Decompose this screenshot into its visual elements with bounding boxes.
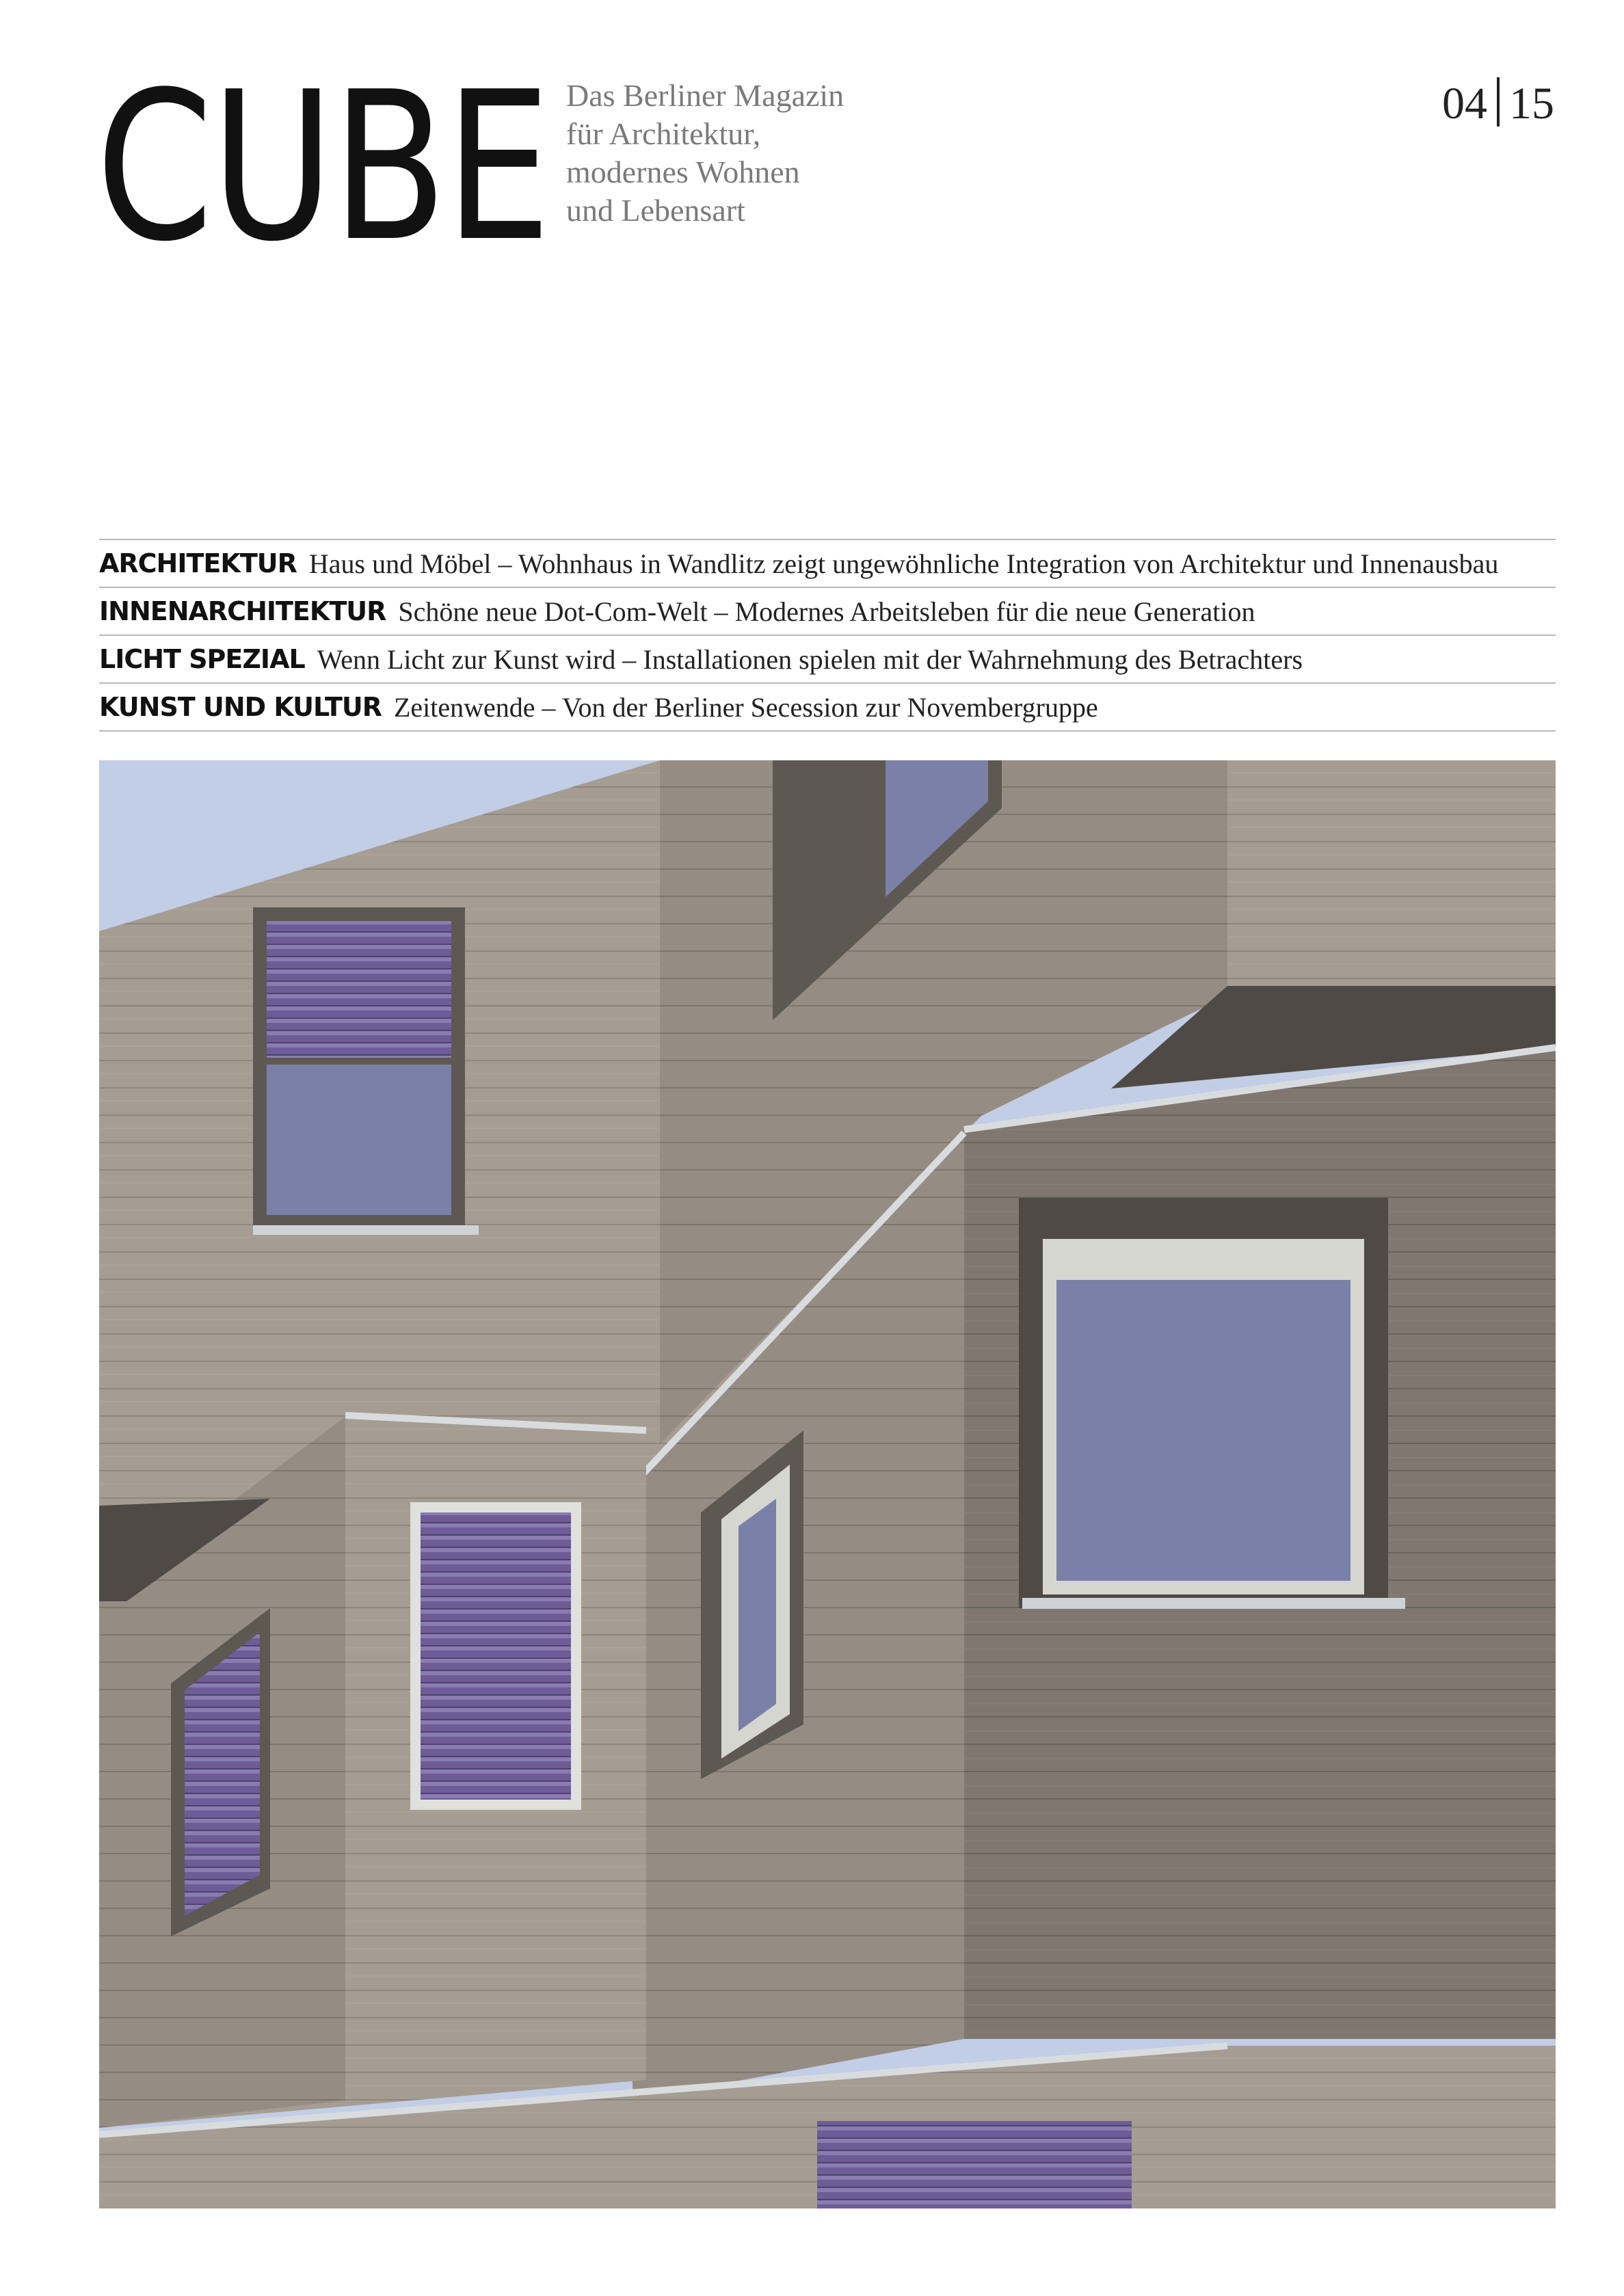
masthead-tagline — [566, 77, 844, 230]
contents-category: LICHT SPEZIAL — [99, 644, 305, 674]
issue-label — [1442, 77, 1554, 131]
window-lower-middle — [410, 1502, 581, 1810]
bottom-window-blind — [817, 2121, 1132, 2208]
contents-row-architektur — [99, 540, 1556, 588]
contents-category: INNENARCHITEKTUR — [99, 596, 386, 626]
tagline-line-1: Das Berliner Magazin — [566, 78, 844, 113]
contents-description: Wenn Licht zur Kunst wird – Installationen spielen mit der Wahrnehmung des Betrachters — [317, 643, 1303, 675]
building-facade-illustration — [99, 760, 1556, 2208]
tagline-line-4: und Lebensart — [566, 193, 745, 228]
contents-row-innenarchitektur — [99, 588, 1556, 636]
tagline-line-3: modernes Wohnen — [566, 155, 800, 189]
contents-description: Haus und Möbel – Wohnhaus in Wandlitz zeigt ungewöhnliche Integration von Architektur und Innenausbau — [308, 548, 1499, 579]
window-right-large — [1019, 1198, 1405, 1609]
issue-year: 15 — [1509, 79, 1554, 129]
cover-photo — [99, 760, 1556, 2208]
window-upper-left — [253, 907, 479, 1235]
contents-description: Zeitenwende – Von der Berliner Secession zur Novembergruppe — [393, 691, 1098, 723]
magazine-logo: CUBE — [96, 48, 549, 286]
tagline-line-2: für Architektur, — [566, 116, 761, 151]
issue-number: 04 — [1442, 79, 1487, 129]
contents-category: ARCHITEKTUR — [99, 548, 297, 578]
contents-category: KUNST UND KULTUR — [99, 692, 382, 722]
contents-row-licht-spezial — [99, 636, 1556, 684]
upper-right-block — [1227, 760, 1556, 993]
contents-description: Schöne neue Dot-Com-Welt – Modernes Arbeitsleben für die neue Generation — [398, 596, 1255, 627]
cover-contents-list — [99, 539, 1556, 732]
contents-row-kunst-und-kultur — [99, 684, 1556, 732]
issue-separator — [1497, 77, 1500, 126]
